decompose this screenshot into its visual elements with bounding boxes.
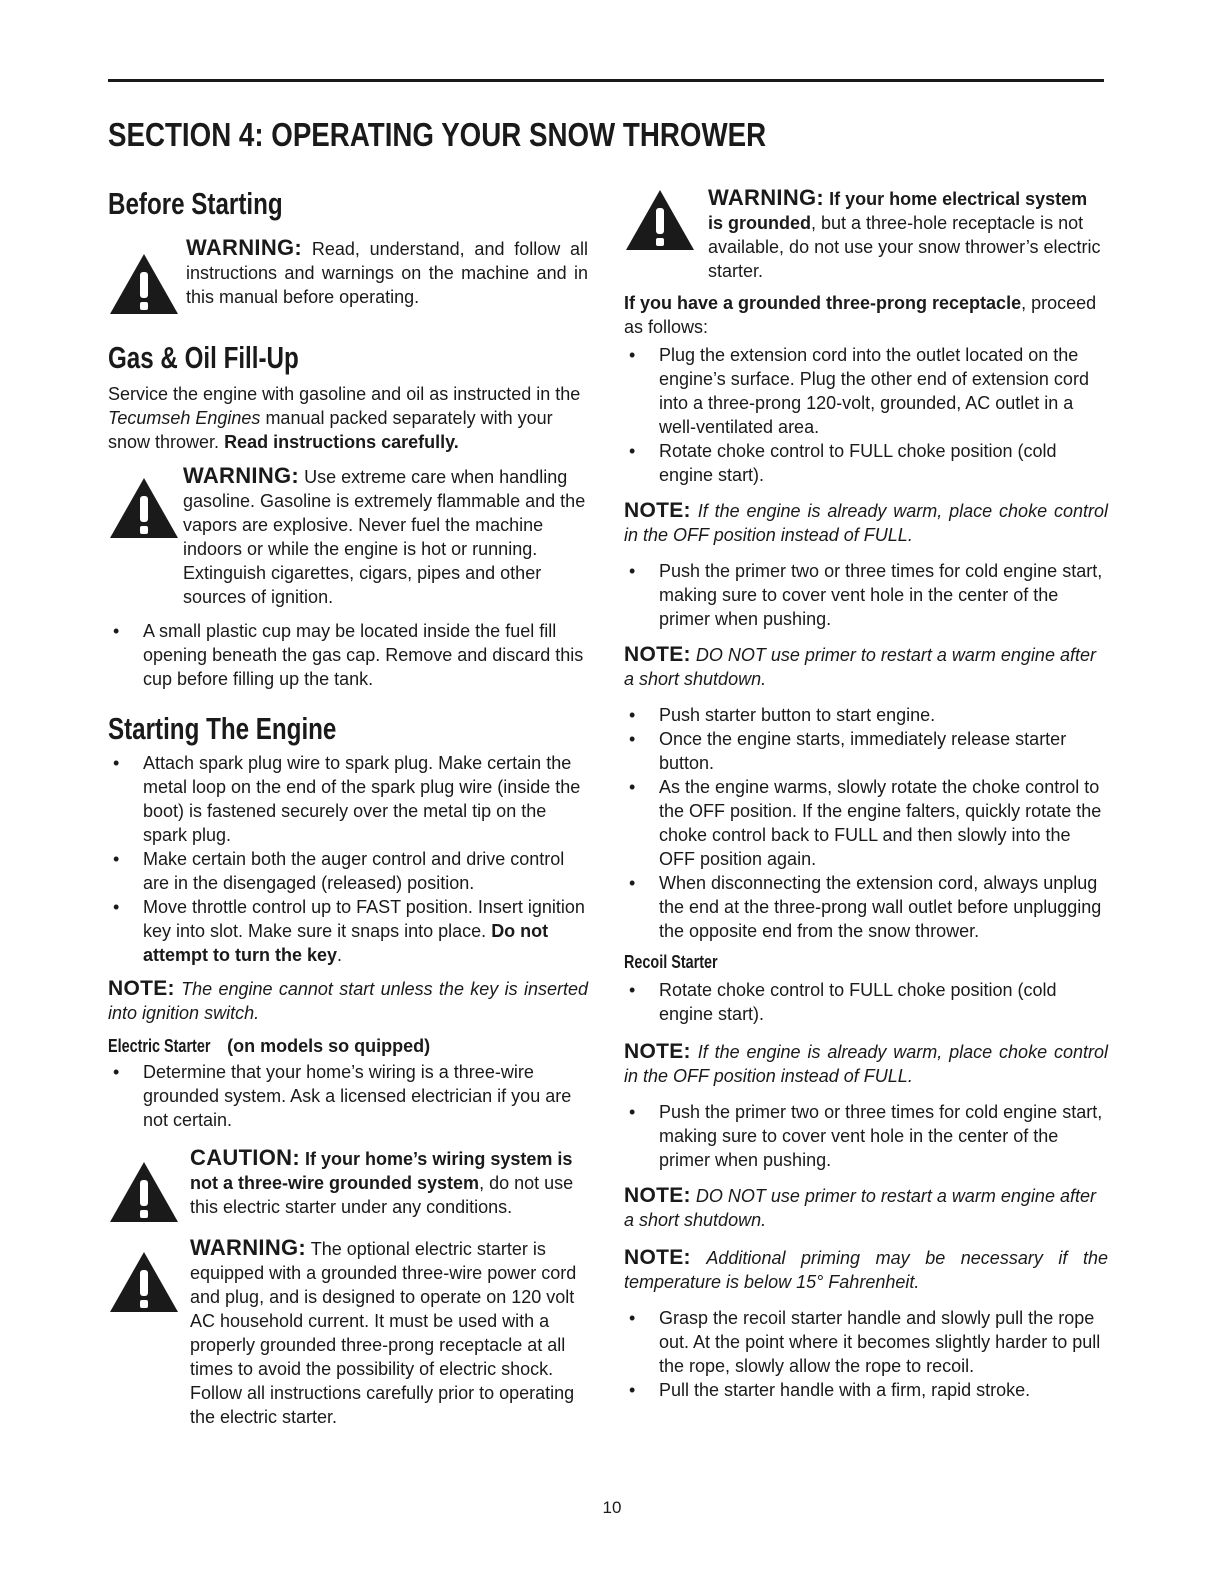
note-additional-priming (624, 1246, 1108, 1294)
section-title: SECTION 4: OPERATING YOUR SNOW THROWER (108, 116, 767, 153)
warning-label: WARNING: (190, 1235, 307, 1260)
caution-text: , do not use this electric starter under any conditions. (190, 1173, 574, 1217)
note-warm-choke (624, 499, 1108, 547)
list-item: • When disconnecting the extension cord, always unplug the end at the three-prong wall outlet before unplugging the opposite end from the snow thrower. (629, 873, 1102, 941)
list-item: • Rotate choke control to FULL choke position (cold engine start). (629, 980, 1057, 1024)
note-label: NOTE: (624, 1040, 691, 1063)
list-item: • Rotate choke control to FULL choke position (cold engine start). (629, 441, 1057, 485)
warning-text: The optional electric starter is equipped with a grounded three-wire power cord and plug, and is designed to operate on 120 volt AC household current. It must be used with a properly grounded three-prong receptacle at all times to avoid the possibility of electric shock. Follow all instructions carefully prior to operating the electric starter. (190, 1239, 577, 1427)
right-column (624, 186, 1108, 1402)
heading-starting-engine: Starting The Engine (108, 711, 337, 746)
bullets-recoil-choke (624, 978, 1108, 1026)
note-text: If the engine is already warm, place choke control in the OFF position instead of FULL. (624, 1042, 1108, 1086)
left-column (108, 186, 588, 1429)
list-item: • Plug the extension cord into the outlet located on the engine’s surface. Plug the other end of extension cord into a three-prong 120-volt, grounded, AC outlet in a well-ventilated area. (629, 345, 1089, 437)
warning-bold: If your home electrical system is grounded (708, 189, 1088, 233)
warning-label: WARNING: (183, 463, 300, 488)
note-label: NOTE: (624, 643, 691, 666)
warning-label: WARNING: (708, 185, 825, 210)
page-number: 10 (602, 1498, 622, 1517)
note-label: NOTE: (108, 977, 175, 1000)
bullets-primer (624, 559, 1108, 631)
caution-triangle-icon (108, 1160, 180, 1224)
key-warning: Do not attempt to turn the key (143, 921, 549, 965)
warning-text: Read, understand, and follow all instructions and warnings on the machine and in this manual before operating. (186, 239, 588, 307)
caution-bold: If your home’s wiring system is not a three-wire grounded system (190, 1149, 573, 1193)
bullets-pull (624, 1306, 1108, 1402)
bullets-plug (624, 343, 1108, 487)
list-item: • Make certain both the auger control and drive control are in the disengaged (released) position. (113, 849, 565, 893)
warning-label: WARNING: (186, 235, 303, 260)
note-ignition (108, 977, 588, 1025)
heading-recoil-starter: Recoil Starter (624, 952, 718, 972)
list-item: • Once the engine starts, immediately release starter button. (629, 729, 1067, 773)
list-item: • Determine that your home’s wiring is a three-wire grounded system. Ask a licensed electrician if you are not certain. (113, 1062, 572, 1130)
warning-triangle-icon (108, 476, 180, 540)
list-item: • Push starter button to start engine. (629, 705, 936, 725)
gas-oil-paragraph: Service the engine with gasoline and oil as instructed in the Tecumseh Engines manual packed separately with your snow thrower. Read instructions carefully. (108, 384, 581, 452)
heading-electric-starter: Electric Starter (on models so quipped) (108, 1036, 431, 1056)
list-item: • Attach spark plug wire to spark plug. Make certain the metal loop on the end of the spark plug wire (inside the boot) is fastened securely over the metal tip on the spark plug. (113, 753, 581, 845)
warning-grounded (624, 186, 1108, 283)
list-item: • A small plastic cup may be located inside the fuel fill opening beneath the gas cap. Remove and discard this cup before filling up the tank. (113, 621, 584, 689)
note-text: DO NOT use primer to restart a warm engine after a short shutdown. (624, 645, 1096, 689)
list-item: • Push the primer two or three times for cold engine start, making sure to cover vent hole in the center of the primer when pushing. (629, 561, 1103, 629)
bullets-start (624, 703, 1108, 943)
starting-bullets (108, 751, 588, 967)
note-label: NOTE: (624, 1246, 691, 1269)
caution-label: CAUTION: (190, 1145, 300, 1170)
heading-before-starting: Before Starting (108, 186, 283, 221)
list-item: • Pull the starter handle with a firm, rapid stroke. (629, 1380, 1031, 1400)
read-instructions: Read instructions carefully. (224, 432, 459, 452)
grounded-receptacle-intro: If you have a grounded three-prong receptacle, proceed as follows: (624, 293, 1097, 337)
warning-triangle-icon (108, 1250, 180, 1314)
warning-before-starting (108, 236, 588, 316)
warning-text: Use extreme care when handling gasoline. Gasoline is extremely flammable and the vapors are explosive. Never fuel the machine indoors or while the engine is hot or running. Extinguish cigarettes, cigars, pipes and other sources of ignition. (183, 467, 586, 607)
caution-wiring (108, 1146, 588, 1224)
list-item: • As the engine warms, slowly rotate the choke control to the OFF position. If the engine falters, quickly rotate the choke control back to FULL and then slowly into the OFF position again. (629, 777, 1102, 869)
warning-text: , but a three-hole receptacle is not available, do not use your snow thrower’s electric starter. (708, 213, 1101, 281)
list-item: • Grasp the recoil starter handle and slowly pull the rope out. At the point where it becomes slightly harder to pull the rope, slowly allow the rope to recoil. (629, 1308, 1101, 1376)
gas-oil-bullets (108, 619, 588, 691)
bullets-primer-recoil (624, 1100, 1108, 1172)
note-primer-warm (624, 643, 1108, 691)
note-warm-choke-recoil (624, 1040, 1108, 1088)
electric-bullets (108, 1060, 588, 1132)
manual-title: Tecumseh Engines (108, 408, 261, 428)
note-label: NOTE: (624, 1184, 691, 1207)
warning-electric (108, 1236, 588, 1429)
warning-gasoline (108, 464, 588, 609)
note-text: The engine cannot start unless the key is inserted into ignition switch. (108, 979, 588, 1023)
note-label: NOTE: (624, 499, 691, 522)
note-primer-warm-recoil (624, 1184, 1108, 1232)
header-rule (108, 79, 1104, 82)
note-text: If the engine is already warm, place choke control in the OFF position instead of FULL. (624, 501, 1108, 545)
warning-triangle-icon (108, 252, 180, 316)
note-text: Additional priming may be necessary if the temperature is below 15° Fahrenheit. (624, 1248, 1108, 1292)
list-item: • Push the primer two or three times for cold engine start, making sure to cover vent hole in the center of the primer when pushing. (629, 1102, 1103, 1170)
heading-gas-oil: Gas & Oil Fill-Up (108, 340, 299, 375)
warning-triangle-icon (624, 188, 696, 252)
note-text: DO NOT use primer to restart a warm engine after a short shutdown. (624, 1186, 1096, 1230)
list-item: • Move throttle control up to FAST position. Insert ignition key into slot. Make sure it snaps into place. Do not attempt to turn the key. (113, 897, 585, 965)
